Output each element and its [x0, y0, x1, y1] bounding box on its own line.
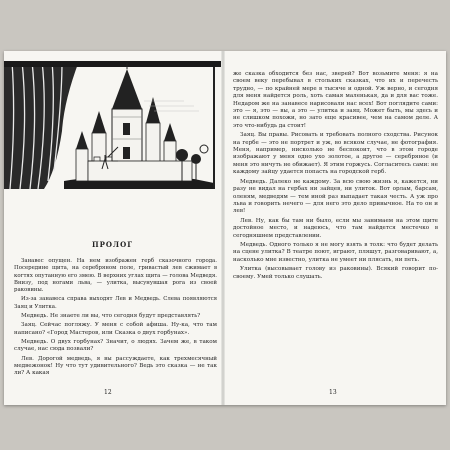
page-number: 12: [104, 389, 112, 396]
city-coat-of-arms-illustration: [4, 61, 221, 201]
stage-direction: Из-за занавеса справа выходят Лев и Медведь. Слева появляются Заяц и Улитка.: [14, 296, 217, 310]
dialogue-line: Улитка (высовывает голову из раковины). Всякий говорит по-своему. Умей только слушать.: [233, 266, 438, 280]
prolog-heading: ПРОЛОГ: [91, 240, 134, 249]
dialogue-line: Медведь. О двух горбунах? Значит, о людях. Зачем же, в таком случае, нас сюда позвали?: [14, 338, 217, 353]
dialogue-line: Заяц. Сейчас погляжу. У меня с собой афиша. Ну-ка, что там написано? «Город Мастеров, или Сказка о двух горбунах».: [14, 322, 217, 336]
dialogue-line: Медведь. Не знаете ли вы, что сегодня будут представлять?: [21, 313, 201, 320]
dialogue-line: Лев. Ну, как бы там ни было, если мы занимаем на этом щите достойное место, и надеюсь, что там найдется местечко в сегодняшнем представлении.: [233, 217, 438, 239]
page-number: 13: [329, 389, 337, 396]
right-page: [225, 51, 446, 405]
dialogue-line: Медведь. Далеко не каждому. За всю свою жизнь я, кажется, ни разу не видал на гербах ни зайцев, ни улиток. Вот орлам, барсам, оленям, медведям — тем иной раз выпадает такая честь. А уж про льва и говорить нечего — для него это дело привычное. На то он и лев!: [233, 178, 438, 215]
stage-direction: Занавес опущен. На нем изображен герб сказочного города. Посередине щита, на серебряном поле, гривастый лев сжимает в когтях опутанную его змею. В верхних углах щита — голова Медведя. Внизу, под ногами льва, — улитка, высунувшая рога из своей раковины.: [14, 258, 217, 294]
left-page: [4, 51, 221, 405]
right-page-text: [233, 71, 438, 281]
dialogue-line: Медведь. Одного только я не могу взять в толк: что будет делать на сцене улитка? В театре поют, играют, пляшут, разговаривают, а, насколько мне известно, улитка не умеет ни плясать, ни петь.: [233, 241, 438, 263]
dialogue-line: Лев. Дорогой медведь, я вы рассуждаете, как трехмесячный медвежонок! Ну что тут удивительного? Ведь это сказка — не так ли? А какая: [14, 355, 217, 377]
dialogue-line: Заяц. Вы правы. Рисовать и требовать полного сходства. Рисунок на гербе — это не портрет и уж, во всяком случае, не фотография. Меня, например, нисколько не беспокоит, что в этом городе изображают у меня одно ухо золотое, а другое — серебряное (и меня это ничуть не обижает). Я этим горжусь. Согласитесь сами: не каждому зайцу удается попасть на городской герб.: [233, 132, 438, 176]
continued-text: же сказка обходится без нас, зверей? Вот возьмите меня: я на своем веку перебывал в стольких сказках, что их и перечесть трудно, — по крайней мере в тысяче и одной. Уж верно, и сегодня для меня найдется роль, хоть самая маленькая, да и для вас тоже. Недаром же на занавесе нарисовали нас всех! Вот поглядите сами: это — я, это — вы, а это — улитка и заяц. Может быть, мы здесь и не слишком похожи, но зато еще красивее, чем на самом деле. А это что-нибудь да стоит!: [233, 71, 438, 129]
left-page-text: [14, 258, 217, 377]
